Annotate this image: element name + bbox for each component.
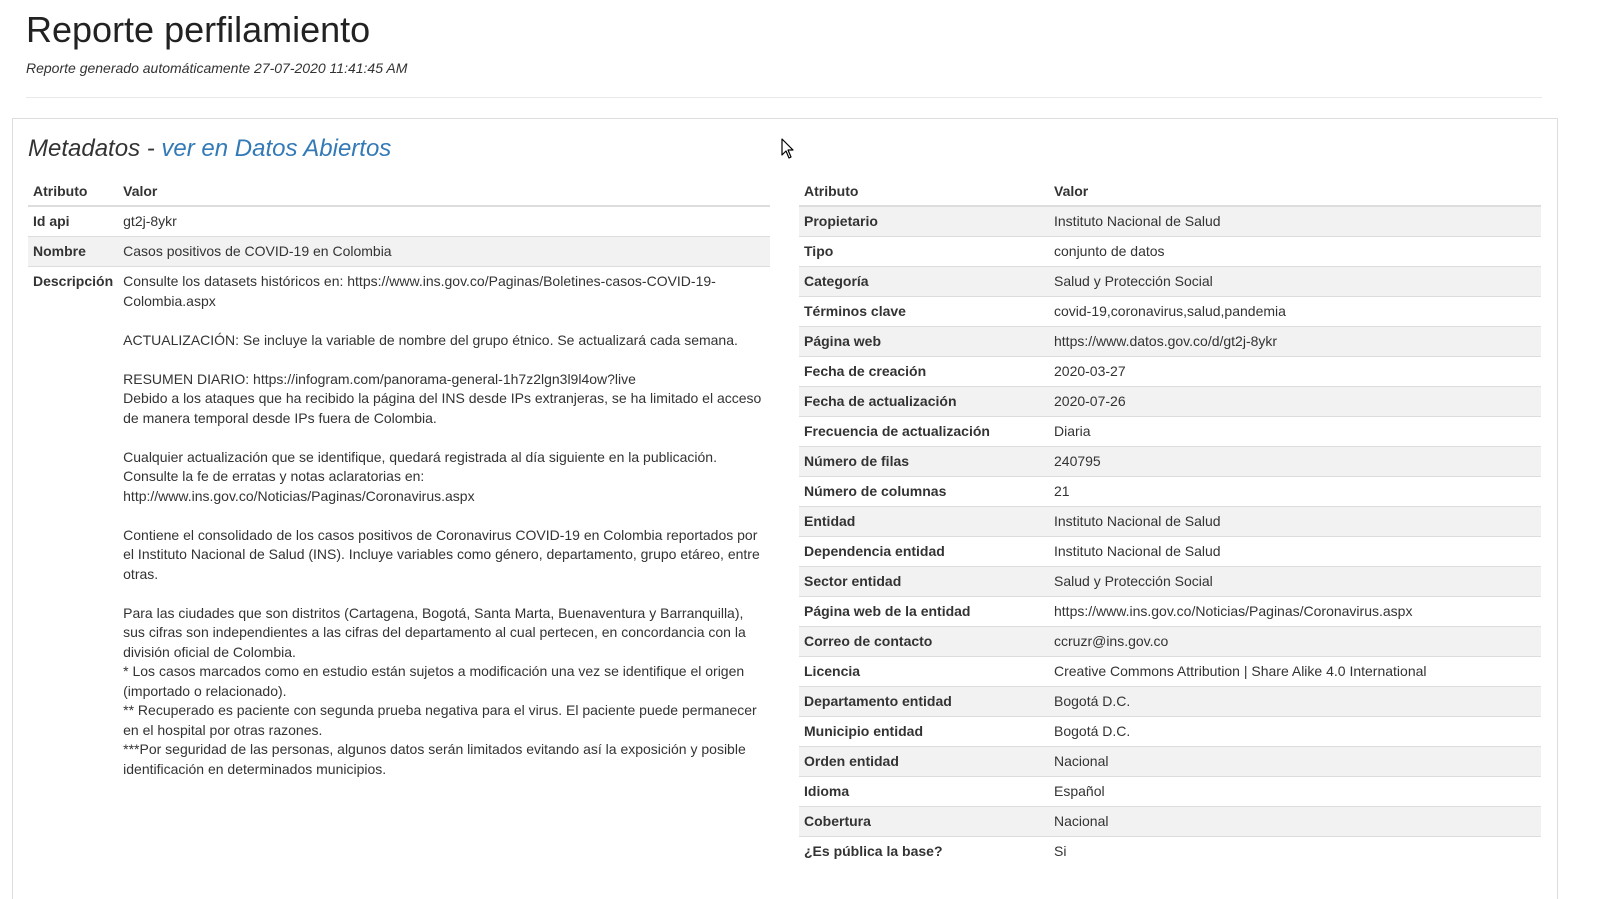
table-row: [799, 567, 1541, 597]
value-propietario: Instituto Nacional de Salud: [1049, 206, 1541, 237]
value-tipo: conjunto de datos: [1049, 237, 1541, 267]
table-row: [28, 206, 770, 237]
description-paragraph: Consulte los datasets históricos en: https://www.ins.gov.co/Paginas/Boletines-casos-COVID-19-Colombia.aspx: [123, 273, 716, 309]
column-header-value: Valor: [1049, 177, 1541, 206]
attribute-numero-de-filas: Número de filas: [799, 447, 1049, 477]
attribute-fecha-de-actualizacion: Fecha de actualización: [799, 387, 1049, 417]
attribute-correo-de-contacto: Correo de contacto: [799, 627, 1049, 657]
table-row: [799, 447, 1541, 477]
attribute-pagina-web: Página web: [799, 327, 1049, 357]
table-row: [28, 237, 770, 267]
attribute-propietario: Propietario: [799, 206, 1049, 237]
report-generated-timestamp: Reporte generado automáticamente 27-07-2020 11:41:45 AM: [26, 60, 408, 76]
description-paragraph: Para las ciudades que son distritos (Cartagena, Bogotá, Santa Marta, Buenaventura y Barranquilla), sus cifras son independientes a las cifras del departamento al cual pertecen, en concordancia con la división oficial de Colombia. * Los casos marcados como en estudio están sujetos a modificación una vez se identifique el origen (importado o relacionado). ** Recuperado es paciente con segunda prueba negativa para el virus. El paciente puede permanecer en el hospital por otras razones. ***Por seguridad de las personas, algunos datos serán limitados evitando así la exposición y posible identificación en determinados municipios.: [123, 604, 757, 777]
attribute-tipo: Tipo: [799, 237, 1049, 267]
value-frecuencia-de-actualizacion: Diaria: [1049, 417, 1541, 447]
table-row: [799, 537, 1541, 567]
value-nombre: Casos positivos de COVID-19 en Colombia: [118, 237, 770, 267]
table-row: [799, 327, 1541, 357]
table-row: [799, 627, 1541, 657]
section-title: [28, 135, 391, 163]
table-row: [799, 747, 1541, 777]
value-pagina-web-de-la-entidad: https://www.ins.gov.co/Noticias/Paginas/Coronavirus.aspx: [1049, 597, 1541, 627]
value-numero-de-columnas: 21: [1049, 477, 1541, 507]
attribute-fecha-de-creacion: Fecha de creación: [799, 357, 1049, 387]
header-divider: [26, 97, 1542, 98]
value-entidad: Instituto Nacional de Salud: [1049, 507, 1541, 537]
table-row: [799, 477, 1541, 507]
value-dependencia-entidad: Instituto Nacional de Salud: [1049, 537, 1541, 567]
table-row: [799, 237, 1541, 267]
attribute-categoria: Categoría: [799, 267, 1049, 297]
attribute-id-api: Id api: [28, 206, 118, 237]
value-orden-entidad: Nacional: [1049, 747, 1541, 777]
value-es-publica-la-base: Si: [1049, 837, 1541, 867]
attribute-entidad: Entidad: [799, 507, 1049, 537]
right-table-body: [799, 206, 1541, 866]
value-terminos-clave: covid-19,coronavirus,salud,pandemia: [1049, 297, 1541, 327]
value-sector-entidad: Salud y Protección Social: [1049, 567, 1541, 597]
column-header-value: Valor: [118, 177, 770, 206]
table-row: [799, 417, 1541, 447]
description-paragraph: ACTUALIZACIÓN: Se incluye la variable de nombre del grupo étnico. Se actualizará cada semana.: [123, 331, 738, 348]
mouse-pointer-icon: [781, 138, 795, 160]
attribute-cobertura: Cobertura: [799, 807, 1049, 837]
attribute-es-publica-la-base: ¿Es pública la base?: [799, 837, 1049, 867]
value-id-api: gt2j-8ykr: [118, 206, 770, 237]
value-cobertura: Nacional: [1049, 807, 1541, 837]
attribute-descripcion: Descripción: [28, 267, 118, 780]
value-numero-de-filas: 240795: [1049, 447, 1541, 477]
column-header-attribute: Atributo: [28, 177, 118, 206]
table-row: [799, 597, 1541, 627]
value-pagina-web: https://www.datos.gov.co/d/gt2j-8ykr: [1049, 327, 1541, 357]
open-data-link[interactable]: ver en Datos Abiertos: [161, 135, 392, 162]
table-row: [799, 807, 1541, 837]
value-descripcion: [118, 267, 770, 780]
table-row: [799, 297, 1541, 327]
attribute-orden-entidad: Orden entidad: [799, 747, 1049, 777]
table-row: [799, 357, 1541, 387]
section-title-text: Metadatos -: [28, 135, 162, 162]
metadata-table-right: [799, 177, 1541, 866]
attribute-sector-entidad: Sector entidad: [799, 567, 1049, 597]
attribute-nombre: Nombre: [28, 237, 118, 267]
table-row: [799, 206, 1541, 237]
attribute-numero-de-columnas: Número de columnas: [799, 477, 1049, 507]
description-paragraph: Contiene el consolidado de los casos positivos de Coronavirus COVID-19 en Colombia reportados por el Instituto Nacional de Salud (INS). Incluye variables como género, departamento, grupo etáreo, entre otras.: [123, 526, 760, 582]
attribute-licencia: Licencia: [799, 657, 1049, 687]
table-row: [28, 267, 770, 780]
table-row: [799, 687, 1541, 717]
value-departamento-entidad: Bogotá D.C.: [1049, 687, 1541, 717]
table-row: [799, 777, 1541, 807]
column-header-attribute: Atributo: [799, 177, 1049, 206]
table-row: [799, 837, 1541, 867]
attribute-departamento-entidad: Departamento entidad: [799, 687, 1049, 717]
value-categoria: Salud y Protección Social: [1049, 267, 1541, 297]
attribute-dependencia-entidad: Dependencia entidad: [799, 537, 1049, 567]
attribute-idioma: Idioma: [799, 777, 1049, 807]
table-row: [799, 717, 1541, 747]
value-idioma: Español: [1049, 777, 1541, 807]
value-municipio-entidad: Bogotá D.C.: [1049, 717, 1541, 747]
table-header-row: [28, 177, 770, 206]
value-fecha-de-creacion: 2020-03-27: [1049, 357, 1541, 387]
attribute-municipio-entidad: Municipio entidad: [799, 717, 1049, 747]
table-header-row: [799, 177, 1541, 206]
value-fecha-de-actualizacion: 2020-07-26: [1049, 387, 1541, 417]
table-row: [799, 657, 1541, 687]
description-paragraph: RESUMEN DIARIO: https://infogram.com/panorama-general-1h7z2lgn3l9l4ow?live Debido a los ataques que ha recibido la página del INS desde IPs extranjeras, se ha limitado el acceso de manera temporal desde IPs fuera de Colombia.: [123, 370, 762, 426]
attribute-terminos-clave: Términos clave: [799, 297, 1049, 327]
attribute-pagina-web-de-la-entidad: Página web de la entidad: [799, 597, 1049, 627]
value-licencia: Creative Commons Attribution | Share Alike 4.0 International: [1049, 657, 1541, 687]
description-paragraph: Cualquier actualización que se identifique, quedará registrada al día siguiente en la publicación. Consulte la fe de erratas y notas aclaratorias en: http://www.ins.gov.co/Noticias/Paginas/Coronavirus.aspx: [123, 448, 717, 504]
page-title: Reporte perfilamiento: [26, 9, 371, 50]
table-row: [799, 387, 1541, 417]
attribute-frecuencia-de-actualizacion: Frecuencia de actualización: [799, 417, 1049, 447]
table-row: [799, 507, 1541, 537]
value-correo-de-contacto: ccruzr@ins.gov.co: [1049, 627, 1541, 657]
metadata-panel: [12, 118, 1558, 899]
metadata-table-left: [28, 177, 770, 779]
table-row: [799, 267, 1541, 297]
